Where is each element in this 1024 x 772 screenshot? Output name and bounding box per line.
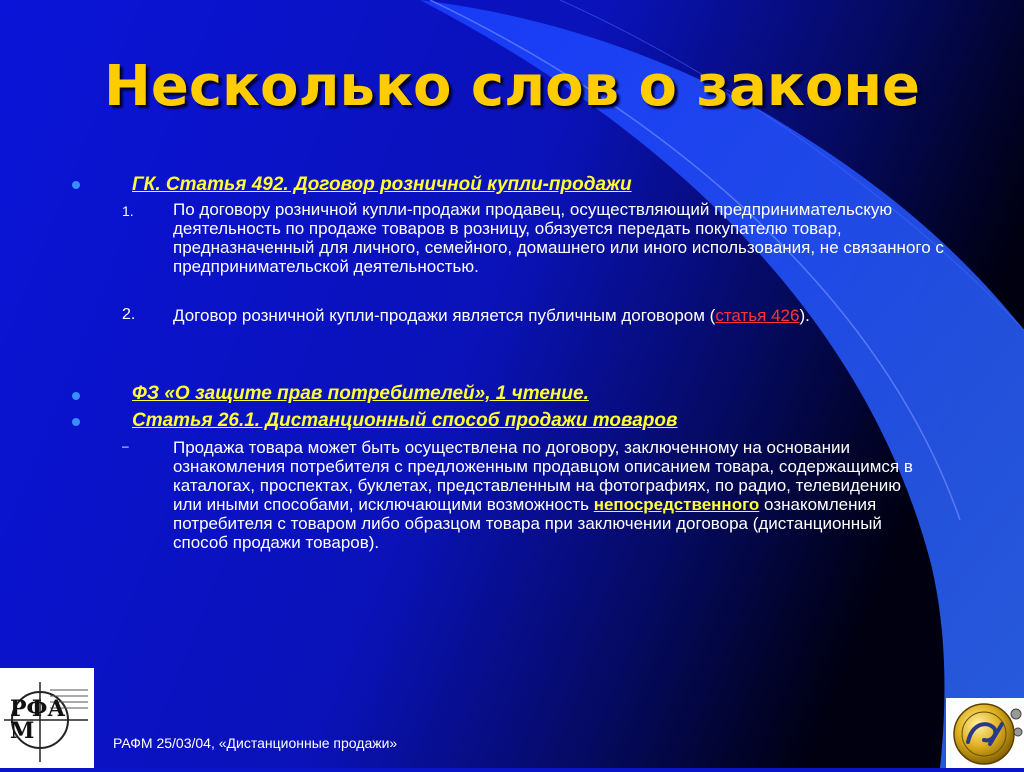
bullet-icon (72, 392, 80, 400)
article-492-paragraph-2 (173, 306, 973, 325)
article-492-paragraph-1: По договору розничной купли-продажи продавец, осуществляющий предпринимательскую деятельность по продаже товаров в розницу, обязуется передать покупателю товар, предназначенный для личного, семейного, домашнего или иного использования, не связанного с предпринимательской деятельностью. (173, 200, 944, 276)
rfam-logo (0, 668, 94, 768)
article-26-1-paragraph (173, 438, 923, 552)
slide-footer: РАФМ 25/03/04, «Дистанционные продажи» (113, 735, 398, 751)
paragraph-text: Договор розничной купли-продажи является публичным договором ( (173, 306, 716, 325)
slide-title: Несколько слов о законе (104, 54, 920, 119)
bullet-icon (72, 181, 80, 189)
list-marker: 1. (122, 203, 134, 219)
dl-logo (946, 698, 1024, 768)
direct-familiarization-link[interactable]: непосредственного (593, 495, 760, 514)
paragraph-text: Продажа товара может быть осуществлена по договору, заключенному на основании ознакомления потребителя с предложенным продавцом описанием товара, содержащимся в каталогах, проспектах, буклетах, представленным на фотографиях, по радио, телевидению или иными способами, исключающими возможность (173, 438, 913, 514)
paragraph-text: ознакомления потребителя с товаром либо образцом товара при заключении договора (дистанционный способ продажи товаров). (173, 495, 882, 552)
article-426-link[interactable]: статья 426 (715, 306, 800, 325)
consumer-rights-law-link[interactable]: ФЗ «О защите прав потребителей», 1 чтение. (132, 383, 589, 404)
list-marker: 2. (122, 306, 136, 323)
bullet-icon (72, 418, 80, 426)
dl-logo-icon (946, 698, 1024, 768)
paragraph-text: ). (799, 306, 810, 325)
gk-article-492-link[interactable]: ГК. Статья 492. Договор розничной купли-продажи (132, 174, 632, 195)
list-marker: – (122, 439, 129, 453)
rfam-logo-text: РФАМ (10, 696, 66, 744)
article-26-1-link[interactable]: Статья 26.1. Дистанционный способ продажи товаров (132, 410, 678, 431)
